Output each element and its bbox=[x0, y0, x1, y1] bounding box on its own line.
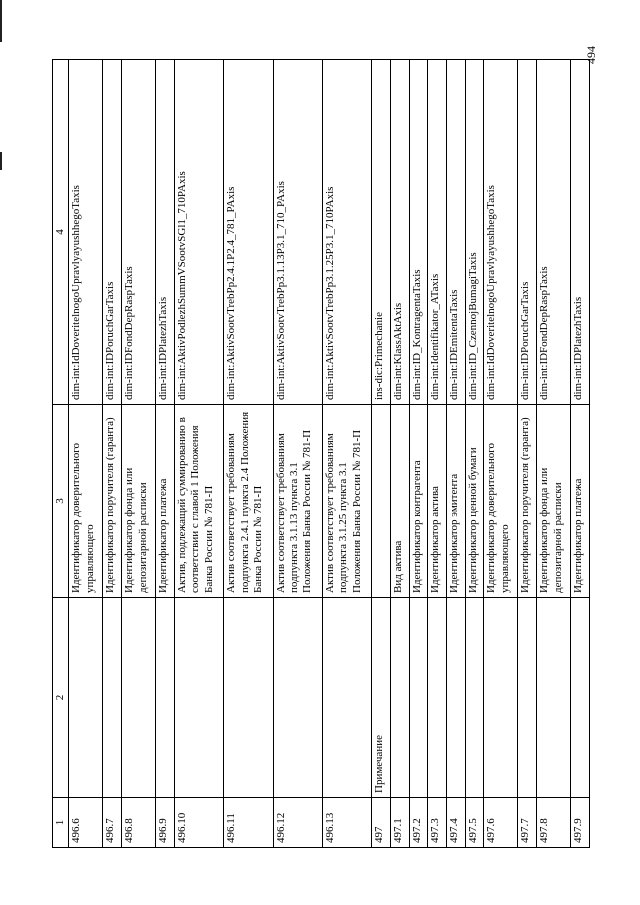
row-description-cell: Идентификатор ценной бумаги bbox=[465, 405, 484, 598]
row-name-cell bbox=[322, 598, 371, 798]
table-row bbox=[103, 60, 122, 848]
page-number: 494 bbox=[584, 46, 598, 64]
row-description-cell: Актив соответствует требованиям подпункта 3.1.13 пункта 3.1 Положения Банка России № 781-П bbox=[273, 405, 322, 598]
row-number-cell: 497.9 bbox=[571, 798, 590, 848]
row-number-cell: 497.8 bbox=[537, 798, 571, 848]
row-description-cell bbox=[372, 405, 391, 598]
table-row bbox=[484, 60, 518, 848]
table-row bbox=[447, 60, 466, 848]
table-row bbox=[372, 60, 391, 848]
table-row bbox=[224, 60, 273, 848]
row-number-cell: 496.13 bbox=[322, 798, 371, 848]
row-name-cell bbox=[537, 598, 571, 798]
row-name-cell bbox=[69, 598, 103, 798]
row-number-cell: 496.8 bbox=[122, 798, 156, 848]
row-number-cell: 496.10 bbox=[174, 798, 223, 848]
table-row bbox=[537, 60, 571, 848]
row-description-cell: Идентификатор поручителя (гаранта) bbox=[103, 405, 122, 598]
row-code-cell: dim-int:IDFondDepRaspTaxis bbox=[122, 60, 156, 405]
table-row bbox=[409, 60, 428, 848]
row-name-cell bbox=[571, 598, 590, 798]
row-name-cell bbox=[156, 598, 175, 798]
column-header-3: 3 bbox=[53, 405, 69, 598]
row-name-cell bbox=[390, 598, 409, 798]
row-code-cell: dim-int:IdDoveritelnogoUpravlyayushhegoTaxis bbox=[484, 60, 518, 405]
row-number-cell: 497.4 bbox=[447, 798, 466, 848]
table-row bbox=[518, 60, 537, 848]
row-number-cell: 496.7 bbox=[103, 798, 122, 848]
scan-edge-mark bbox=[0, 152, 2, 170]
row-code-cell: dim-int:AktivSootvTrebPp3.1.25P3.1_710PAxis bbox=[322, 60, 371, 405]
row-number-cell: 497.6 bbox=[484, 798, 518, 848]
row-description-cell: Идентификатор фонда или депозитарной расписки bbox=[122, 405, 156, 598]
row-name-cell bbox=[465, 598, 484, 798]
table-body bbox=[69, 60, 590, 848]
row-name-cell bbox=[428, 598, 447, 798]
table-header-row bbox=[53, 60, 69, 848]
table-row bbox=[122, 60, 156, 848]
rotated-page-content bbox=[52, 60, 590, 848]
table-row bbox=[428, 60, 447, 848]
row-name-cell bbox=[484, 598, 518, 798]
table-row bbox=[465, 60, 484, 848]
row-code-cell: dim-int:KlassAktAxis bbox=[390, 60, 409, 405]
row-name-cell bbox=[518, 598, 537, 798]
row-number-cell: 496.12 bbox=[273, 798, 322, 848]
row-name-cell: Примечание bbox=[372, 598, 391, 798]
row-description-cell: Актив соответствует требованиям подпункта 2.4.1 пункта 2.4 Положения Банка России № 781-П bbox=[224, 405, 273, 598]
table-row bbox=[390, 60, 409, 848]
row-code-cell: dim-int:Identifikator_ATaxis bbox=[428, 60, 447, 405]
row-description-cell: Актив соответствует требованиям подпункта 3.1.25 пункта 3.1 Положения Банка России № 781-П bbox=[322, 405, 371, 598]
table-row bbox=[156, 60, 175, 848]
row-description-cell: Идентификатор платежа bbox=[156, 405, 175, 598]
row-description-cell: Идентификатор платежа bbox=[571, 405, 590, 598]
row-number-cell: 497.1 bbox=[390, 798, 409, 848]
row-name-cell bbox=[122, 598, 156, 798]
row-number-cell: 496.9 bbox=[156, 798, 175, 848]
column-header-4: 4 bbox=[53, 60, 69, 405]
row-name-cell bbox=[174, 598, 223, 798]
row-description-cell: Идентификатор доверительного управляющего bbox=[69, 405, 103, 598]
row-number-cell: 497.3 bbox=[428, 798, 447, 848]
data-table bbox=[52, 59, 590, 848]
row-description-cell: Вид актива bbox=[390, 405, 409, 598]
row-number-cell: 496.11 bbox=[224, 798, 273, 848]
row-code-cell: dim-int:AktivSootvTrebPp3.1.13P3.1_710_PAxis bbox=[273, 60, 322, 405]
scan-edge-mark bbox=[0, 0, 2, 42]
row-description-cell: Актив, подлежащий суммированию в соответствии с главой 1 Положения Банка России № 781-П bbox=[174, 405, 223, 598]
column-header-1: 1 bbox=[53, 798, 69, 848]
row-code-cell: dim-int:IDEmitentaTaxis bbox=[447, 60, 466, 405]
table-row bbox=[69, 60, 103, 848]
row-code-cell: dim-int:IDFondDepRaspTaxis bbox=[537, 60, 571, 405]
row-code-cell: dim-int:AktivPodlezhSummVSootvSGl1_710PAxis bbox=[174, 60, 223, 405]
table-row bbox=[273, 60, 322, 848]
row-number-cell: 497 bbox=[372, 798, 391, 848]
row-number-cell: 496.6 bbox=[69, 798, 103, 848]
table-row bbox=[174, 60, 223, 848]
row-name-cell bbox=[273, 598, 322, 798]
row-code-cell: ins-dic:Primechanie bbox=[372, 60, 391, 405]
row-number-cell: 497.7 bbox=[518, 798, 537, 848]
row-number-cell: 497.5 bbox=[465, 798, 484, 848]
row-name-cell bbox=[409, 598, 428, 798]
row-code-cell: dim-int:IDPoruchGarTaxis bbox=[518, 60, 537, 405]
row-code-cell: dim-int:IDPlatezhTaxis bbox=[156, 60, 175, 405]
table-row bbox=[571, 60, 590, 848]
row-code-cell: dim-int:IdDoveritelnogoUpravlyayushhegoTaxis bbox=[69, 60, 103, 405]
row-description-cell: Идентификатор доверительного управляющего bbox=[484, 405, 518, 598]
column-header-2: 2 bbox=[53, 598, 69, 798]
row-name-cell bbox=[103, 598, 122, 798]
row-name-cell bbox=[447, 598, 466, 798]
row-code-cell: dim-int:AktivSootvTrebPp2.4.1P2.4_781_PAxis bbox=[224, 60, 273, 405]
row-description-cell: Идентификатор контрагента bbox=[409, 405, 428, 598]
row-number-cell: 497.2 bbox=[409, 798, 428, 848]
row-description-cell: Идентификатор актива bbox=[428, 405, 447, 598]
row-code-cell: dim-int:IDPlatezhTaxis bbox=[571, 60, 590, 405]
row-name-cell bbox=[224, 598, 273, 798]
row-code-cell: dim-int:IDPoruchGarTaxis bbox=[103, 60, 122, 405]
table-row bbox=[322, 60, 371, 848]
row-description-cell: Идентификатор фонда или депозитарной расписки bbox=[537, 405, 571, 598]
row-code-cell: dim-int:ID_KontragentaTaxis bbox=[409, 60, 428, 405]
row-code-cell: dim-int:ID_CzennojBumagiTaxis bbox=[465, 60, 484, 405]
row-description-cell: Идентификатор поручителя (гаранта) bbox=[518, 405, 537, 598]
row-description-cell: Идентификатор эмитента bbox=[447, 405, 466, 598]
